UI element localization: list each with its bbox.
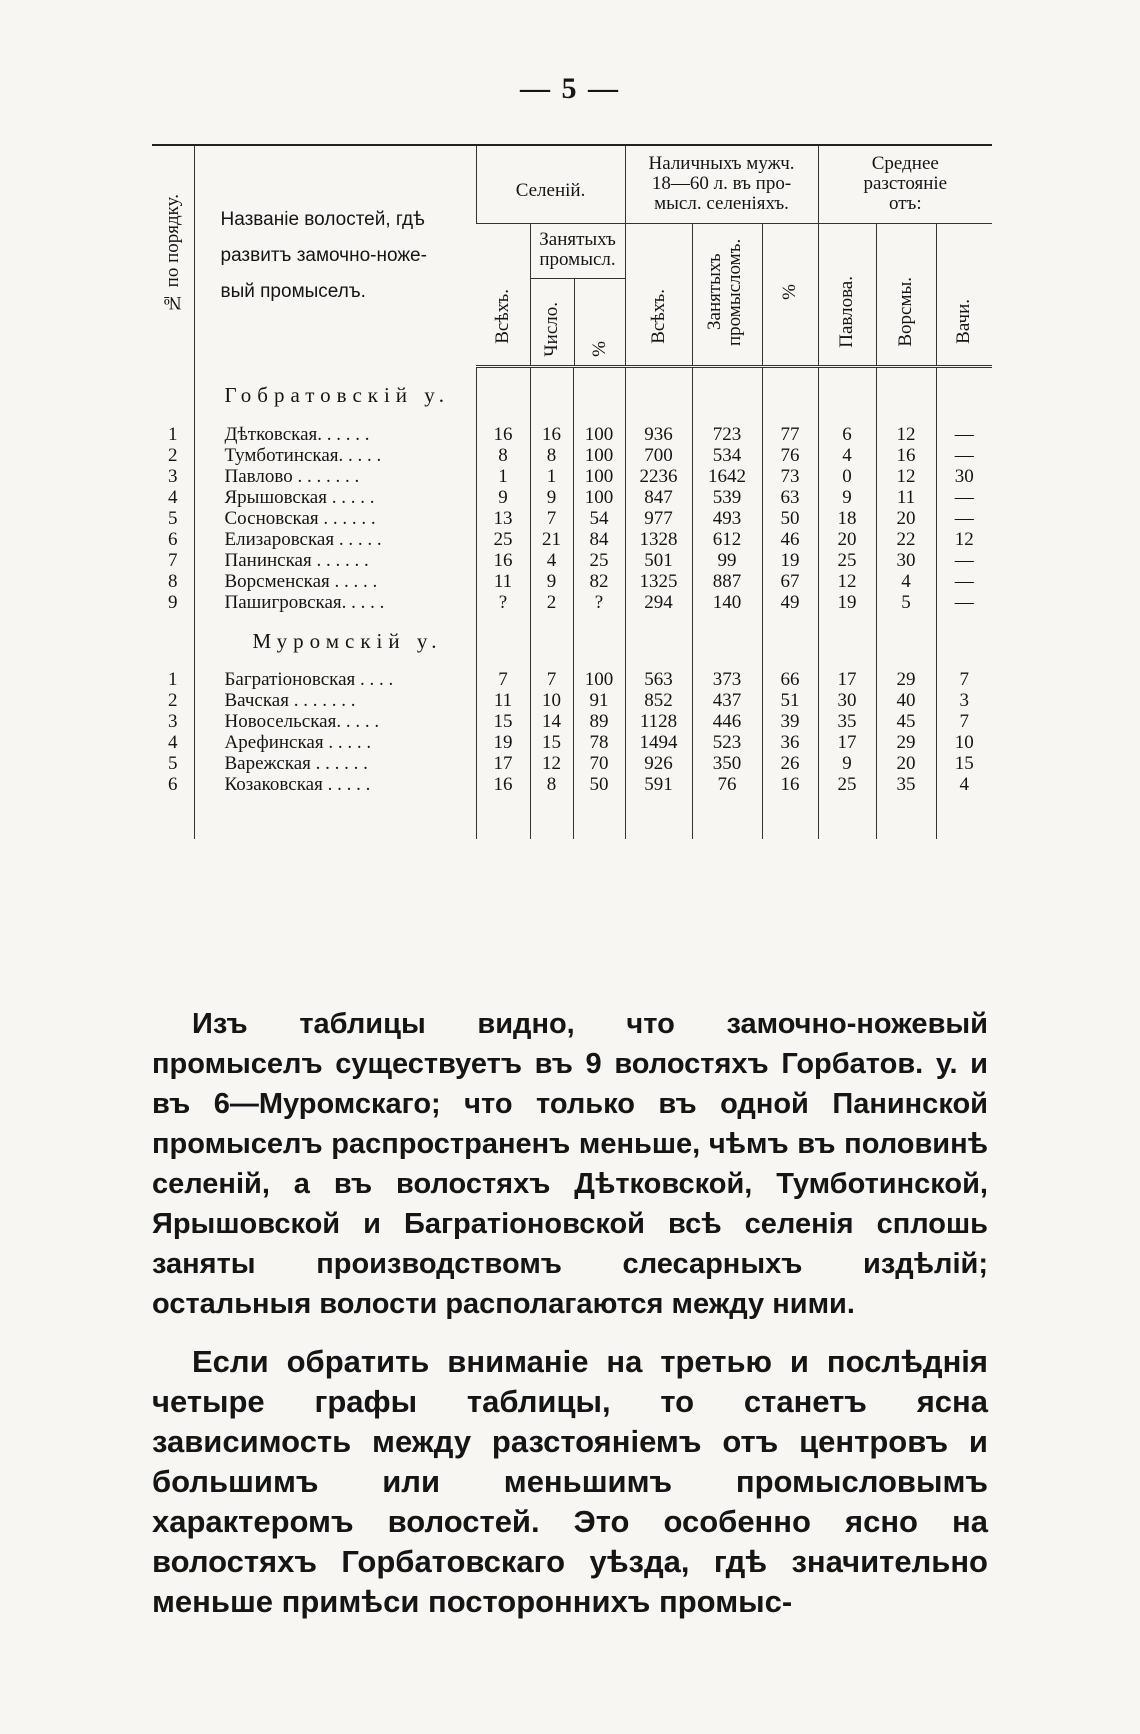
value-cell: 9 — [530, 571, 573, 592]
section-empty-cell — [476, 613, 530, 669]
spacer-cell — [818, 795, 876, 839]
spacer-cell — [152, 795, 194, 839]
paragraph-2 — [152, 1342, 988, 1622]
value-cell: 54 — [573, 508, 625, 529]
value-cell: 12 — [530, 753, 573, 774]
value-cell: 25 — [476, 529, 530, 550]
value-cell: 977 — [625, 508, 692, 529]
value-cell: ? — [573, 592, 625, 613]
value-cell: 25 — [818, 774, 876, 795]
value-cell: 10 — [936, 732, 992, 753]
value-cell: 70 — [573, 753, 625, 774]
value-cell: 17 — [818, 732, 876, 753]
table-row — [152, 669, 992, 690]
table-row — [152, 774, 992, 795]
table-row — [152, 550, 992, 571]
paragraph-1-text: Изъ таблицы видно, что замочно-ножевый промыселъ существуетъ въ 9 волостяхъ Горбатов. у. и въ 6—Муромскаго; что только въ одной Панинской промыселъ распространенъ меньше, чѣмъ въ половинѣ селеній, а въ волостяхъ Дѣтковской, Тумботинской, Ярышовской и Багратіоновской всѣ селенія сплошь заняты производствомъ слесарныхъ издѣлій; остальныя волости располагаются между ними. — [152, 1008, 988, 1320]
header-number — [152, 145, 194, 366]
header-percent-label: % — [588, 340, 610, 357]
value-cell: 67 — [762, 571, 818, 592]
value-cell: 591 — [625, 774, 692, 795]
value-cell: 4 — [876, 571, 936, 592]
value-cell: 19 — [818, 592, 876, 613]
header-engaged-group — [530, 223, 625, 366]
spacer-cell — [762, 795, 818, 839]
section-empty-cell — [152, 613, 194, 669]
value-cell: 35 — [818, 711, 876, 732]
value-cell: 11 — [476, 571, 530, 592]
value-cell: 20 — [818, 529, 876, 550]
value-cell: 84 — [573, 529, 625, 550]
spacer-cell — [692, 795, 762, 839]
section-empty-cell — [936, 366, 992, 424]
value-cell: 2236 — [625, 466, 692, 487]
value-cell: 1 — [530, 466, 573, 487]
table-row — [152, 529, 992, 550]
volost-name: Панинская . . . . . . — [194, 550, 476, 571]
table-row — [152, 424, 992, 445]
value-cell: 4 — [530, 550, 573, 571]
value-cell: 63 — [762, 487, 818, 508]
value-cell: 49 — [762, 592, 818, 613]
volost-name: Павлово . . . . . . . — [194, 466, 476, 487]
value-cell: — — [936, 508, 992, 529]
page-number: — 5 — — [520, 72, 620, 105]
section-empty-cell — [936, 613, 992, 669]
value-cell: 15 — [936, 753, 992, 774]
header-count-label: Число. — [541, 301, 562, 357]
value-cell: — — [936, 487, 992, 508]
value-cell: 7 — [936, 711, 992, 732]
value-cell: 11 — [876, 487, 936, 508]
value-cell: 563 — [625, 669, 692, 690]
spacer-cell — [876, 795, 936, 839]
value-cell: 18 — [818, 508, 876, 529]
section-empty-cell — [625, 366, 692, 424]
value-cell: 1642 — [692, 466, 762, 487]
value-cell: 7 — [476, 669, 530, 690]
section-empty-cell — [818, 366, 876, 424]
value-cell: 16 — [762, 774, 818, 795]
value-cell: 13 — [476, 508, 530, 529]
header-men-percent — [762, 223, 818, 366]
volost-name: Вачская . . . . . . . — [194, 690, 476, 711]
value-cell: 100 — [573, 445, 625, 466]
value-cell: 7 — [530, 508, 573, 529]
row-number: 3 — [168, 465, 178, 487]
value-cell: 40 — [876, 690, 936, 711]
value-cell: 36 — [762, 732, 818, 753]
value-cell: 936 — [625, 424, 692, 445]
header-distance-group: Среднее разстояніе отъ: — [818, 145, 992, 223]
row-number: 6 — [168, 528, 178, 550]
value-cell: 1128 — [625, 711, 692, 732]
value-cell: 5 — [876, 592, 936, 613]
table-row — [152, 571, 992, 592]
value-cell: 8 — [476, 445, 530, 466]
value-cell: 6 — [818, 424, 876, 445]
value-cell: 21 — [530, 529, 573, 550]
value-cell: 373 — [692, 669, 762, 690]
row-number: 1 — [168, 423, 178, 445]
value-cell: ? — [476, 592, 530, 613]
header-men-engaged-label: Занятыхъ промысломъ. — [704, 237, 746, 346]
value-cell: 26 — [762, 753, 818, 774]
row-number: 5 — [168, 507, 178, 529]
table-row — [152, 711, 992, 732]
value-cell: 73 — [762, 466, 818, 487]
value-cell: 30 — [876, 550, 936, 571]
table-row — [152, 753, 992, 774]
value-cell: 46 — [762, 529, 818, 550]
value-cell: 66 — [762, 669, 818, 690]
value-cell: 700 — [625, 445, 692, 466]
section-empty-cell — [762, 366, 818, 424]
value-cell: 14 — [530, 711, 573, 732]
spacer-cell — [936, 795, 992, 839]
value-cell: 50 — [573, 774, 625, 795]
section-empty-cell — [876, 366, 936, 424]
section-row — [152, 366, 992, 424]
value-cell: 100 — [573, 487, 625, 508]
row-number: 2 — [168, 444, 178, 466]
spacer-cell — [530, 795, 573, 839]
value-cell: 15 — [476, 711, 530, 732]
value-cell: 10 — [530, 690, 573, 711]
spacer-cell — [194, 795, 476, 839]
value-cell: 17 — [818, 669, 876, 690]
value-cell: 39 — [762, 711, 818, 732]
value-cell: — — [936, 571, 992, 592]
section-empty-cell — [530, 366, 573, 424]
value-cell: — — [936, 550, 992, 571]
value-cell: 8 — [530, 774, 573, 795]
header-villages-all — [476, 223, 530, 366]
value-cell: 534 — [692, 445, 762, 466]
value-cell: 7 — [936, 669, 992, 690]
value-cell: 612 — [692, 529, 762, 550]
value-cell: 852 — [625, 690, 692, 711]
value-cell: 4 — [936, 774, 992, 795]
header-vachi — [936, 223, 992, 366]
value-cell: 89 — [573, 711, 625, 732]
value-cell: 350 — [692, 753, 762, 774]
value-cell: 82 — [573, 571, 625, 592]
volost-name: Козаковская . . . . . — [194, 774, 476, 795]
value-cell: 4 — [818, 445, 876, 466]
value-cell: 16 — [476, 424, 530, 445]
section-empty-cell — [152, 366, 194, 424]
table-header — [152, 145, 992, 366]
volost-name: Ворсменская . . . . . — [194, 571, 476, 592]
value-cell: 1325 — [625, 571, 692, 592]
section-empty-cell — [876, 613, 936, 669]
value-cell: 100 — [573, 669, 625, 690]
value-cell: 887 — [692, 571, 762, 592]
value-cell: 16 — [530, 424, 573, 445]
volost-name: Пашигровская. . . . . — [194, 592, 476, 613]
value-cell: 1494 — [625, 732, 692, 753]
value-cell: 12 — [936, 529, 992, 550]
header-pavlova — [818, 223, 876, 366]
value-cell: 29 — [876, 732, 936, 753]
table-row — [152, 466, 992, 487]
value-cell: 50 — [762, 508, 818, 529]
value-cell: 294 — [625, 592, 692, 613]
value-cell: 1 — [476, 466, 530, 487]
section-empty-cell — [818, 613, 876, 669]
header-men-engaged — [692, 223, 762, 366]
table-row — [152, 508, 992, 529]
value-cell: 9 — [818, 753, 876, 774]
value-cell: 25 — [818, 550, 876, 571]
value-cell: 16 — [876, 445, 936, 466]
row-number: 4 — [168, 486, 178, 508]
volost-name: Багратіоновская . . . . — [194, 669, 476, 690]
value-cell: 1328 — [625, 529, 692, 550]
value-cell: 16 — [476, 550, 530, 571]
header-men-all — [625, 223, 692, 366]
value-cell: 76 — [762, 445, 818, 466]
value-cell: 91 — [573, 690, 625, 711]
value-cell: 76 — [692, 774, 762, 795]
value-cell: 30 — [936, 466, 992, 487]
value-cell: 9 — [530, 487, 573, 508]
value-cell: 9 — [476, 487, 530, 508]
header-vorsmy-label: Ворсмы. — [895, 276, 917, 347]
header-vachi-label: Вачи. — [953, 299, 975, 344]
value-cell: 77 — [762, 424, 818, 445]
value-cell: 723 — [692, 424, 762, 445]
volost-name: Новосельская. . . . . — [194, 711, 476, 732]
value-cell: — — [936, 424, 992, 445]
volost-name: Ярышовская . . . . . — [194, 487, 476, 508]
statistics-table — [152, 144, 992, 839]
table-row — [152, 445, 992, 466]
volost-name: Тумботинская. . . . . — [194, 445, 476, 466]
header-men-percent-label: % — [779, 283, 801, 300]
value-cell: 493 — [692, 508, 762, 529]
header-men-group: Наличныхъ мужч. 18—60 л. въ про- мысл. селеніяхъ. — [625, 145, 818, 223]
value-cell: 11 — [476, 690, 530, 711]
spacer-cell — [625, 795, 692, 839]
volost-name: Елизаровская . . . . . — [194, 529, 476, 550]
header-number-label: № по порядку. — [161, 193, 183, 314]
value-cell: 30 — [818, 690, 876, 711]
volost-name: Сосновская . . . . . . — [194, 508, 476, 529]
value-cell: 16 — [476, 774, 530, 795]
value-cell: 15 — [530, 732, 573, 753]
header-count-cell — [531, 279, 575, 365]
value-cell: 3 — [936, 690, 992, 711]
table-row — [152, 592, 992, 613]
value-cell: 100 — [573, 466, 625, 487]
volost-name: Арефинская . . . . . — [194, 732, 476, 753]
header-vorsmy — [876, 223, 936, 366]
value-cell: 446 — [692, 711, 762, 732]
table-row — [152, 732, 992, 753]
section-empty-cell — [530, 613, 573, 669]
spacer-cell — [476, 795, 530, 839]
value-cell: 523 — [692, 732, 762, 753]
value-cell: 7 — [530, 669, 573, 690]
value-cell: 8 — [530, 445, 573, 466]
header-engaged-subcols — [531, 279, 625, 365]
value-cell: 20 — [876, 508, 936, 529]
value-cell: 78 — [573, 732, 625, 753]
row-number: 2 — [168, 689, 178, 711]
value-cell: 51 — [762, 690, 818, 711]
row-number: 5 — [168, 752, 178, 774]
section-empty-cell — [573, 613, 625, 669]
section-empty-cell — [692, 613, 762, 669]
paragraph-2-text: Если обратить вниманіе на третью и послѣднія четыре графы таблицы, то станетъ ясна зависимость между разстояніемъ отъ центровъ и большимъ или меньшимъ промысловымъ характеромъ волостей. Это особенно ясно на волостяхъ Горбатовскаго уѣзда, гдѣ значительно меньше примѣси постороннихъ промыс- — [152, 1344, 988, 1619]
value-cell: 35 — [876, 774, 936, 795]
row-number: 7 — [168, 549, 178, 571]
value-cell: 539 — [692, 487, 762, 508]
header-villages-all-label: Всѣхъ. — [491, 289, 513, 344]
header-engaged-label: Занятыхъ промысл. — [531, 224, 625, 279]
value-cell: 847 — [625, 487, 692, 508]
value-cell: 19 — [762, 550, 818, 571]
row-number: 9 — [168, 591, 178, 613]
row-number: 6 — [168, 773, 178, 795]
value-cell: 437 — [692, 690, 762, 711]
row-number: 3 — [168, 710, 178, 732]
spacer-cell — [573, 795, 625, 839]
paragraph-1 — [152, 1004, 988, 1324]
volost-name: Варежская . . . . . . — [194, 753, 476, 774]
value-cell: 19 — [476, 732, 530, 753]
value-cell: 140 — [692, 592, 762, 613]
header-name: Названіе волостей, гдѣ развитъ замочно-ноже- вый промыселъ. — [194, 145, 476, 366]
value-cell: 12 — [818, 571, 876, 592]
section-empty-cell — [625, 613, 692, 669]
value-cell: — — [936, 592, 992, 613]
section-title: Муромскій у. — [194, 613, 476, 669]
volost-name: Дѣтковская. . . . . . — [194, 424, 476, 445]
row-number: 8 — [168, 570, 178, 592]
header-pavlova-label: Павлова. — [836, 275, 858, 348]
header-percent-cell — [575, 279, 625, 365]
header-men-all-label: Всѣхъ. — [647, 289, 669, 344]
table-body — [152, 366, 992, 839]
value-cell: 0 — [818, 466, 876, 487]
value-cell: 12 — [876, 466, 936, 487]
table-row — [152, 487, 992, 508]
value-cell: 2 — [530, 592, 573, 613]
value-cell: 25 — [573, 550, 625, 571]
value-cell: 17 — [476, 753, 530, 774]
table-row — [152, 690, 992, 711]
section-title: Гобратовскій у. — [194, 366, 476, 424]
section-row — [152, 613, 992, 669]
value-cell: 45 — [876, 711, 936, 732]
section-empty-cell — [692, 366, 762, 424]
value-cell: 12 — [876, 424, 936, 445]
table-spacer-row — [152, 795, 992, 839]
value-cell: 9 — [818, 487, 876, 508]
section-empty-cell — [762, 613, 818, 669]
value-cell: — — [936, 445, 992, 466]
value-cell: 100 — [573, 424, 625, 445]
section-empty-cell — [573, 366, 625, 424]
value-cell: 20 — [876, 753, 936, 774]
row-number: 4 — [168, 731, 178, 753]
value-cell: 99 — [692, 550, 762, 571]
value-cell: 29 — [876, 669, 936, 690]
value-cell: 501 — [625, 550, 692, 571]
row-number: 1 — [168, 668, 178, 690]
value-cell: 926 — [625, 753, 692, 774]
section-empty-cell — [476, 366, 530, 424]
value-cell: 22 — [876, 529, 936, 550]
header-villages-group: Селеній. — [476, 145, 625, 223]
